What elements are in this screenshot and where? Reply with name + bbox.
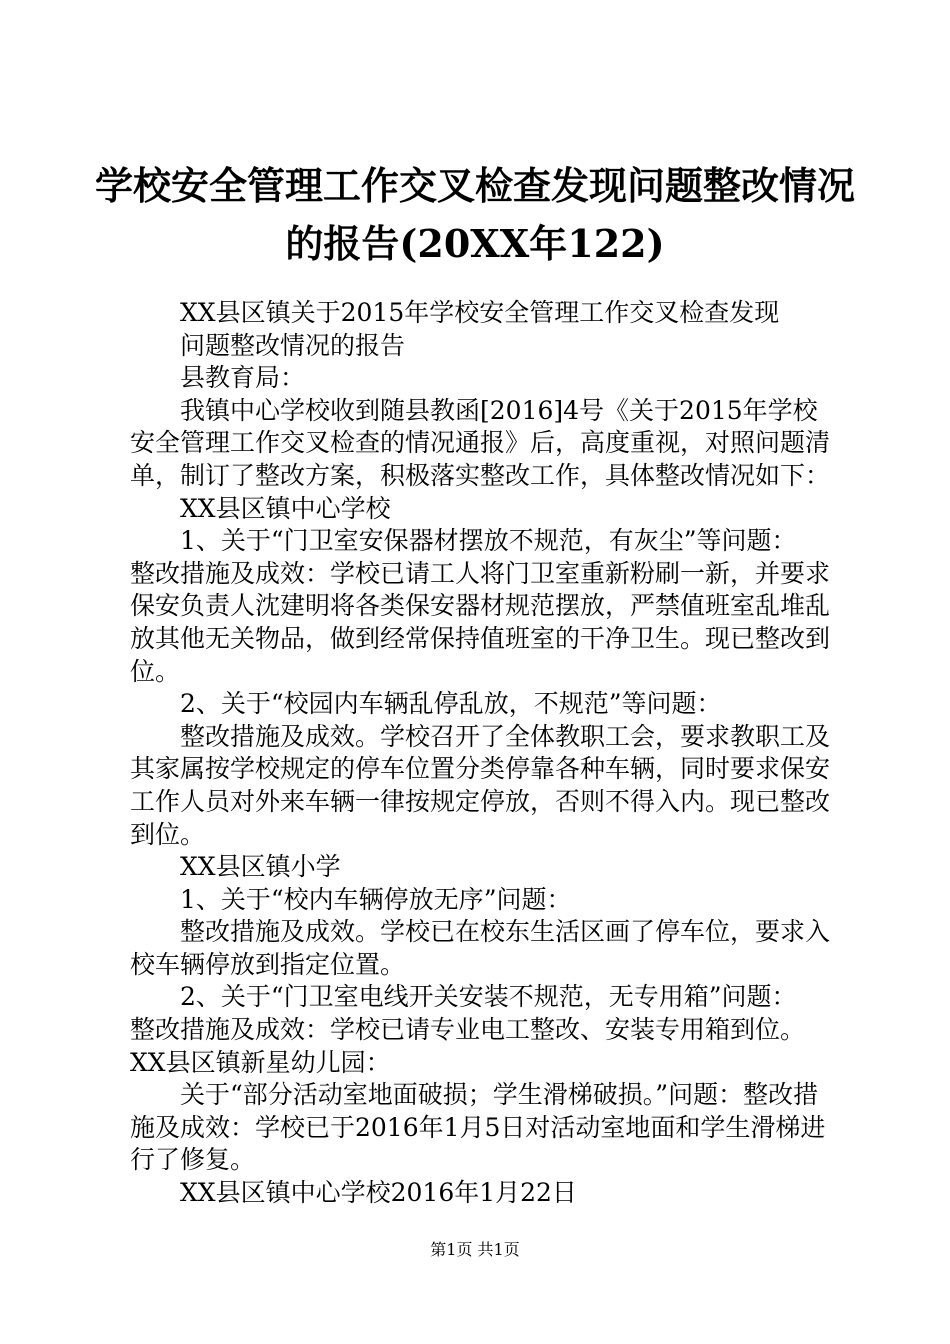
primary-issue-2-heading: 2、关于“门卫室电线开关安装不规范，无专用箱”问题： — [180, 982, 797, 1012]
signature-date: XX县区镇中心学校2016年1月22日 — [180, 1178, 577, 1208]
primary-issue-1-measures: 整改措施及成效。学校已在校东生活区画了停车位，要求入校车辆停放到指定位置。 — [130, 917, 831, 979]
primary-issue-1-heading: 1、关于“校内车辆停放无序”问题： — [180, 884, 572, 914]
kindergarten-issue: 关于“部分活动室地面破损；学生滑梯破损。”问题：整改措施及成效：学校已于2016年1月5日对活动室地面和学生滑梯进行了修复。 — [130, 1080, 826, 1175]
page-footer: 第1页 共1页 — [430, 1240, 520, 1259]
section-heading-central-school: XX县区镇中心学校 — [180, 493, 391, 523]
document-title-line-2: 的报告(20XX年122) — [285, 221, 665, 266]
section-heading-primary-school: XX县区镇小学 — [180, 852, 341, 882]
issue-2-measures: 整改措施及成效。学校召开了全体教职工会，要求教职工及其家属按学校规定的停车位置分类停靠各种车辆，同时要求保安工作人员对外来车辆一律按规定停放，否则不得入内。现已整改到位。 — [130, 721, 831, 849]
primary-issue-2-measures: 整改措施及成效：学校已请专业电工整改、安装专用箱到位。XX县区镇新星幼儿园： — [130, 1015, 806, 1077]
salutation: 县教育局： — [180, 363, 306, 393]
subtitle-line-1: XX县区镇关于2015年学校安全管理工作交叉检查发现 — [180, 298, 780, 327]
issue-1-measures: 整改措施及成效：学校已请工人将门卫室重新粉刷一新，并要求保安负责人沈建明将各类保安器材规范摆放，严禁值班室乱堆乱放其他无关物品，做到经常保持值班室的干净卫生。现已整改到位。 — [130, 558, 831, 686]
issue-1-heading: 1、关于“门卫室安保器材摆放不规范，有灰尘”等问题： — [180, 526, 797, 556]
document-body — [130, 297, 835, 1210]
subtitle-line-2: 问题整改情况的报告 — [180, 330, 406, 360]
document-title-line-1: 学校安全管理工作交叉检查发现问题整改情况 — [94, 163, 855, 208]
issue-2-heading: 2、关于“校园内车辆乱停乱放，不规范”等问题： — [180, 689, 722, 719]
intro-paragraph: 我镇中心学校收到随县教函[2016]4号《关于2015年学校安全管理工作交叉检查的情况通报》后，高度重视，对照问题清单，制订了整改方案，积极落实整改工作，具体整改情况如下： — [130, 395, 831, 490]
